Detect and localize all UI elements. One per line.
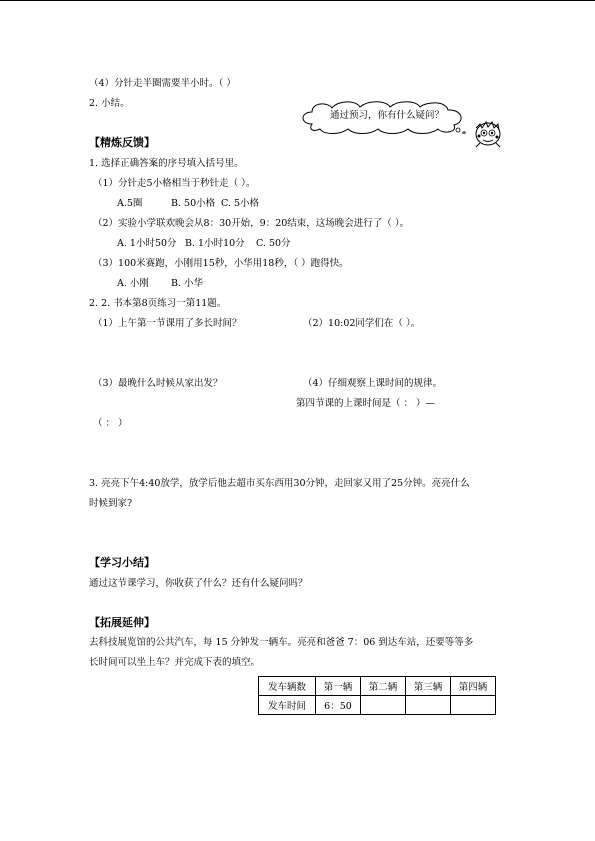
section-heading-extension: 【拓展延伸】 xyxy=(89,616,155,629)
extension-line-2: 长时间可以坐上车？并完成下表的填空。 xyxy=(89,657,261,668)
question-2-1: （1）上午第一节课用了多长时间？ xyxy=(93,318,242,329)
thought-cloud-text: 通过预习，你有什么疑问？ xyxy=(330,110,445,121)
option-c: C. 5小格 xyxy=(221,198,260,209)
table-cell: 第二辆 xyxy=(361,677,406,696)
table-cell: 第三辆 xyxy=(406,677,451,696)
table-row xyxy=(259,696,496,715)
question-2-4-blank: 第四节课的上课时间是（ ： ）— xyxy=(296,398,436,409)
question-2-4: （4）仔细观察上课时间的规律。 xyxy=(303,378,443,389)
table-cell: 第一辆 xyxy=(316,677,361,696)
option-b: B. 50小格 xyxy=(171,198,216,209)
preview-summary: 2. 小结。 xyxy=(89,98,130,109)
question-1-1: （1）分针走5小格相当于秒针走（ ）。 xyxy=(93,178,256,189)
question-2-4-blank-cont: （ ： ） xyxy=(93,418,128,429)
option-b: B. 小华 xyxy=(171,278,204,289)
option-a: A. 小刚 xyxy=(117,278,149,289)
question-2-2: （2）10:02同学们在（ ）。 xyxy=(303,318,421,329)
question-3-line-1: 3. 亮亮下午4:40放学，放学后他去超市买东西用30分钟，走回家又用了25分钟。亮亮什么 xyxy=(89,478,470,489)
table-cell: 6：50 xyxy=(316,696,361,715)
table-cell: 发车时间 xyxy=(259,696,316,715)
section-heading-summary: 【学习小结】 xyxy=(89,556,155,569)
preview-item-4: （4）分针走半圈需要半小时。（ ） xyxy=(89,78,236,89)
answer-cell[interactable] xyxy=(406,696,451,715)
question-2-3: （3）最晚什么时候从家出发？ xyxy=(93,378,223,389)
question-1-2: （2）实验小学联欢晚会从8：30开始，9：20结束，这场晚会进行了（ ）。 xyxy=(93,218,410,229)
answer-cell[interactable] xyxy=(361,696,406,715)
table-cell: 第四辆 xyxy=(451,677,496,696)
question-1-3: （3）100米赛跑，小刚用15秒，小华用18秒，（ ）跑得快。 xyxy=(93,258,349,269)
section-heading-practice: 【精炼反馈】 xyxy=(89,136,155,149)
option-b: B. 1小时10分 xyxy=(185,238,245,249)
cartoon-thinker-icon xyxy=(468,118,504,148)
page-top-rule xyxy=(0,0,595,1)
table-row xyxy=(259,677,496,696)
extension-line-1: 去科技展览馆的公共汽车，每 15 分钟发一辆车。亮亮和爸爸 7：06 到达车站，还要等等多 xyxy=(89,637,474,648)
table-cell: 发车辆数 xyxy=(259,677,316,696)
summary-prompt: 通过这节课学习，你收获了什么？还有什么疑问吗？ xyxy=(89,578,308,589)
question-1: 1. 选择正确答案的序号填入括号里。 xyxy=(89,158,244,169)
option-c: C. 50分 xyxy=(256,238,291,249)
option-a: A.5圈 xyxy=(117,198,143,209)
bus-departure-table xyxy=(258,676,496,715)
answer-cell[interactable] xyxy=(451,696,496,715)
question-3-line-2: 时候到家? xyxy=(89,498,133,509)
option-a: A. 1小时50分 xyxy=(117,238,177,249)
question-2: 2. 2. 书本第8页练习一第11题。 xyxy=(89,298,227,309)
